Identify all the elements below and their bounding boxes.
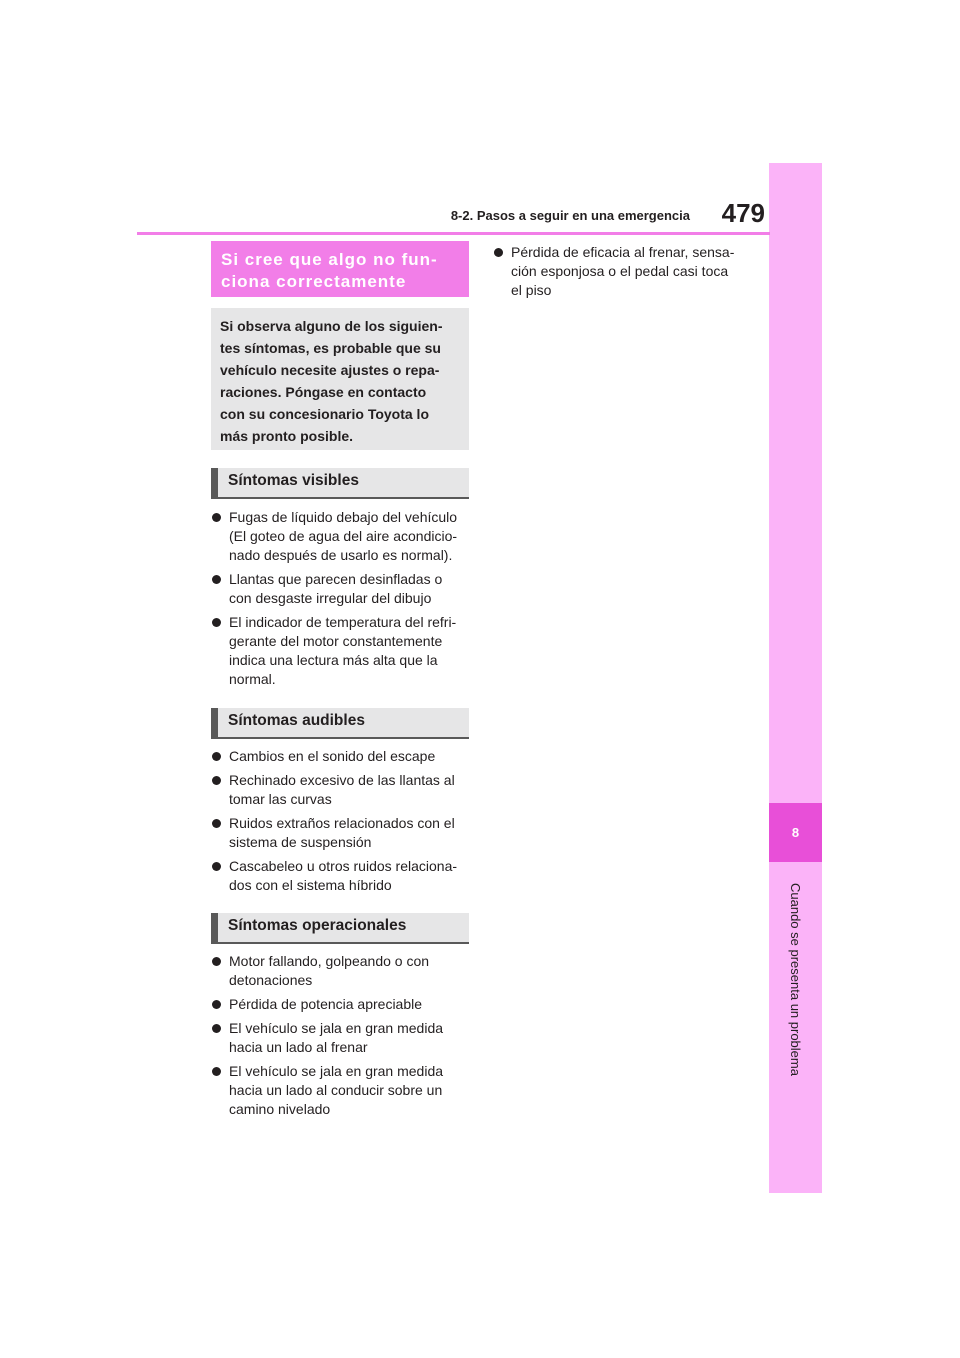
intro-box (211, 308, 469, 450)
main-title-line: ciona correctamente (221, 272, 407, 291)
list-item-line: con desgaste irregular del dibujo (229, 590, 432, 606)
list-item (212, 508, 472, 565)
operational-symptoms-heading: Síntomas operacionales (211, 913, 469, 944)
list-item (212, 814, 472, 852)
list-item-line: (El goteo de agua del aire acondicio- (229, 528, 458, 544)
list-item (212, 995, 472, 1014)
operational-symptoms-list (212, 952, 472, 1124)
list-item (494, 243, 754, 300)
list-item-line: el piso (511, 282, 552, 298)
chapter-title: Cuando se presenta un problema (788, 883, 803, 1076)
list-item (212, 1062, 472, 1119)
list-item-line: Llantas que parecen desinfladas o (229, 571, 443, 587)
chapter-title-box (773, 883, 818, 1343)
list-item-line: Pérdida de potencia apreciable (229, 996, 423, 1012)
list-item-line: nado después de usarlo es normal). (229, 547, 453, 563)
intro-line: tes síntomas, es probable que su (220, 340, 441, 356)
visible-symptoms-list (212, 508, 472, 694)
list-item-line: El vehículo se jala en gran medida (229, 1020, 444, 1036)
list-item-line: El indicador de temperatura del refri- (229, 614, 457, 630)
main-title-box (211, 241, 469, 297)
list-item (212, 952, 472, 990)
chapter-number-box (769, 803, 822, 862)
header-divider (137, 232, 770, 235)
list-item-line: detonaciones (229, 972, 313, 988)
list-item-line: Fugas de líquido debajo del vehículo (229, 509, 458, 525)
chapter-number: 8 (791, 825, 800, 840)
list-item-line: hacia un lado al frenar (229, 1039, 368, 1055)
list-item (212, 613, 472, 689)
intro-line: más pronto posible. (220, 428, 354, 444)
audible-symptoms-list (212, 747, 472, 900)
list-item (212, 771, 472, 809)
main-title-line: Si cree que algo no fun- (221, 250, 438, 269)
intro-line: con su concesionario Toyota lo (220, 406, 429, 422)
list-item (212, 857, 472, 895)
right-column-list (494, 243, 754, 305)
chapter-side-tab (769, 163, 822, 1193)
list-item-line: Ruidos extraños relacionados con el (229, 815, 455, 831)
list-item-line: camino nivelado (229, 1101, 331, 1117)
list-item (212, 1019, 472, 1057)
list-item-line: Cascabeleo u otros ruidos relaciona- (229, 858, 458, 874)
list-item-line: sistema de suspensión (229, 834, 372, 850)
list-item-line: Pérdida de eficacia al frenar, sensa- (511, 244, 735, 260)
visible-symptoms-heading: Síntomas visibles (211, 468, 469, 499)
list-item-line: El vehículo se jala en gran medida (229, 1063, 444, 1079)
section-title: 8-2. Pasos a seguir en una emergencia (450, 208, 690, 223)
audible-symptoms-heading: Síntomas audibles (211, 708, 469, 739)
list-item-line: gerante del motor constantemente (229, 633, 443, 649)
list-item (212, 747, 472, 766)
page-number: 479 (721, 198, 765, 228)
list-item-line: indica una lectura más alta que la (229, 652, 438, 668)
list-item-line: tomar las curvas (229, 791, 332, 807)
intro-line: Si observa alguno de los siguien- (220, 318, 443, 334)
list-item-line: dos con el sistema híbrido (229, 877, 392, 893)
list-item-line: Rechinado excesivo de las llantas al (229, 772, 455, 788)
list-item-line: Motor fallando, golpeando o con (229, 953, 430, 969)
list-item-line: ción esponjosa o el pedal casi toca (511, 263, 729, 279)
list-item-line: normal. (229, 671, 276, 687)
intro-line: raciones. Póngase en contacto (220, 384, 427, 400)
list-item-line: hacia un lado al conducir sobre un (229, 1082, 443, 1098)
intro-line: vehículo necesite ajustes o repa- (220, 362, 440, 378)
list-item-line: Cambios en el sonido del escape (229, 748, 436, 764)
list-item (212, 570, 472, 608)
